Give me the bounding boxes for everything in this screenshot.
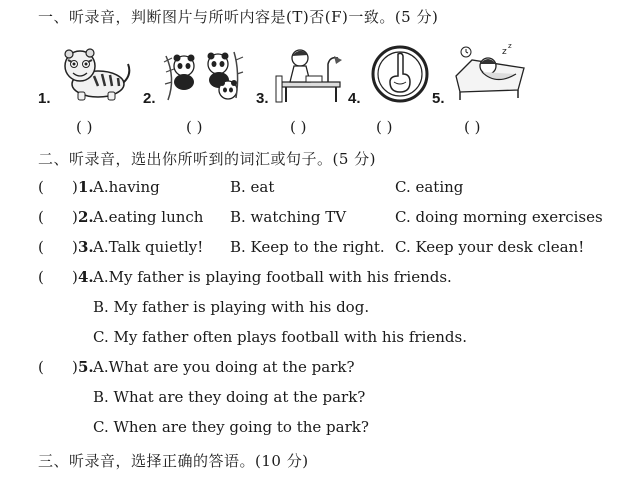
item5-number: 5.: [432, 90, 445, 107]
q5-option-b: B. What are they doing at the park?: [93, 388, 366, 406]
quiet-sign-icon: [370, 44, 430, 104]
item2-number: 2.: [143, 90, 156, 107]
svg-text:z: z: [508, 42, 512, 50]
sleeping-child-icon: [452, 42, 528, 104]
section1-heading: 一、听录音，判断图片与所听内容是(T)否(F)一致。(5 分): [38, 8, 439, 26]
q5-option-a: A.What are you doing at the park?: [93, 358, 355, 376]
item1-number: 1.: [38, 90, 51, 107]
q2-bracket-open[interactable]: (: [38, 208, 44, 226]
q4-option-a: A.My father is playing football with his friends.: [93, 268, 452, 286]
q1-option-a: A.having: [93, 178, 160, 196]
q2-number: 2.: [78, 208, 94, 226]
q1-bracket-open[interactable]: (: [38, 178, 44, 196]
q3-option-b: B. Keep to the right.: [230, 238, 385, 256]
pandas-icon: [162, 48, 244, 104]
item5-answer-paren[interactable]: ( ): [464, 118, 481, 136]
q1-bracket-close[interactable]: ): [72, 178, 78, 196]
q5-bracket-open[interactable]: (: [38, 358, 44, 376]
q2-option-a: A.eating lunch: [93, 208, 204, 226]
q3-option-c: C. Keep your desk clean!: [395, 238, 585, 256]
q3-number: 3.: [78, 238, 94, 256]
item4-answer-paren[interactable]: ( ): [376, 118, 393, 136]
section2-heading: 二、听录音，选出你所听到的词汇或句子。(5 分): [38, 150, 377, 168]
q4-number: 4.: [78, 268, 94, 286]
q2-option-b: B. watching TV: [230, 208, 347, 226]
q5-number: 5.: [78, 358, 94, 376]
q5-option-c: C. When are they going to the park?: [93, 418, 369, 436]
q3-bracket-open[interactable]: (: [38, 238, 44, 256]
q3-option-a: A.Talk quietly!: [93, 238, 204, 256]
item3-number: 3.: [256, 90, 269, 107]
student-at-desk-icon: [276, 46, 346, 104]
q4-option-b: B. My father is playing with his dog.: [93, 298, 370, 316]
q2-bracket-close[interactable]: ): [72, 208, 78, 226]
svg-text:z: z: [502, 47, 507, 57]
section3-heading: 三、听录音，选择正确的答语。(10 分): [38, 452, 309, 470]
q1-option-b: B. eat: [230, 178, 275, 196]
q3-bracket-close[interactable]: ): [72, 238, 78, 256]
q4-bracket-close[interactable]: ): [72, 268, 78, 286]
q1-option-c: C. eating: [395, 178, 464, 196]
item4-number: 4.: [348, 90, 361, 107]
item2-answer-paren[interactable]: ( ): [186, 118, 203, 136]
q4-option-c: C. My father often plays football with his friends.: [93, 328, 467, 346]
q2-option-c: C. doing morning exercises: [395, 208, 603, 226]
q1-number: 1.: [78, 178, 94, 196]
q4-bracket-open[interactable]: (: [38, 268, 44, 286]
item1-answer-paren[interactable]: ( ): [76, 118, 93, 136]
tiger-icon: [60, 46, 132, 102]
q5-bracket-close[interactable]: ): [72, 358, 78, 376]
item3-answer-paren[interactable]: ( ): [290, 118, 307, 136]
